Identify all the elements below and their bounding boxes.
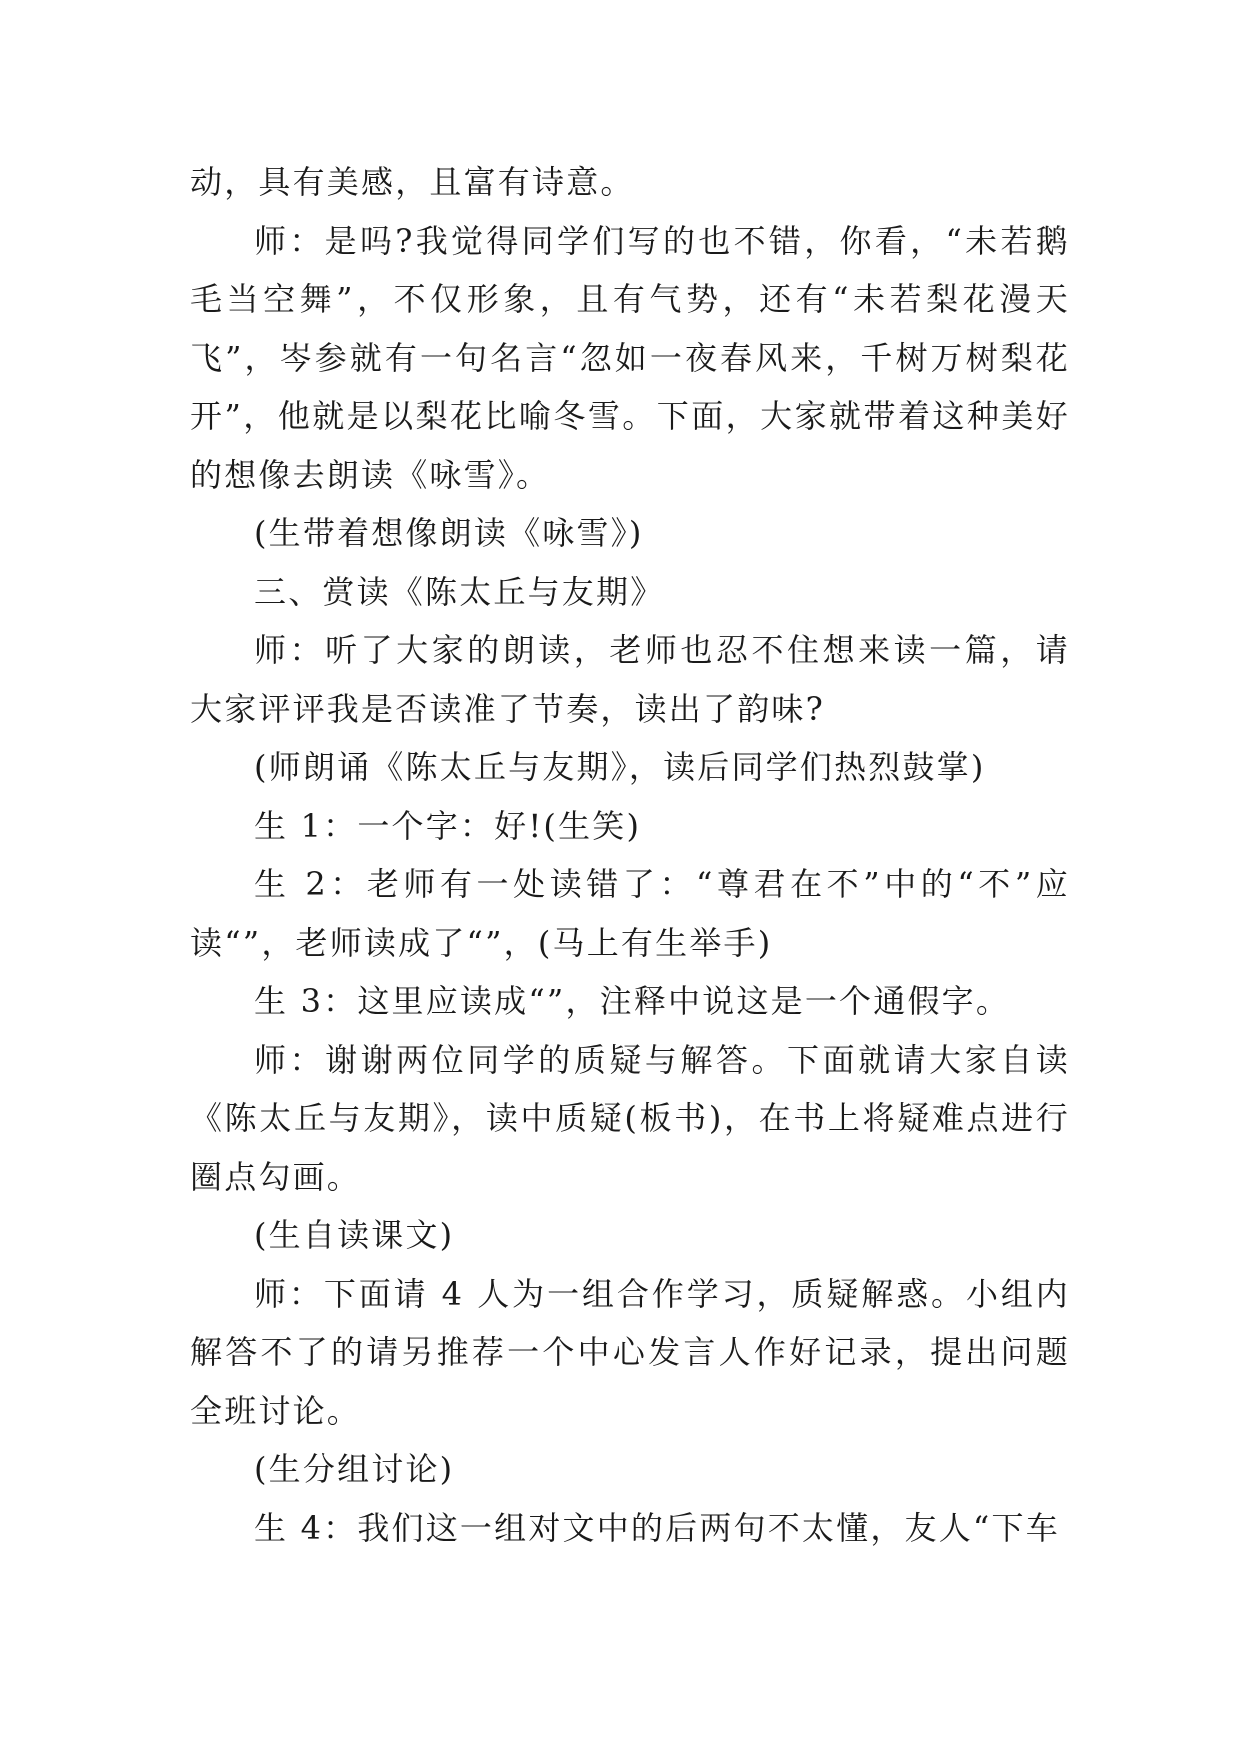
- paragraph: 生 1：一个字：好!(生笑): [254, 806, 642, 845]
- paragraph: 师：听了大家的朗读，老师也忍不住想来读一篇，请大家评评我是否读准了节奏，读出了韵味?: [190, 631, 1070, 728]
- paragraph: (生带着想像朗读《咏雪》): [254, 514, 644, 552]
- document-body: [190, 153, 1070, 1557]
- paragraph: (生分组讨论): [254, 1450, 455, 1488]
- paragraph: 师：下面请 4 人为一组合作学习，质疑解惑。小组内解答不了的请另推荐一个中心发言人作好记录，提出问题全班讨论。: [190, 1274, 1070, 1430]
- paragraph: (生自读课文): [254, 1216, 455, 1254]
- paragraph: 动，具有美感，且富有诗意。: [190, 163, 635, 201]
- paragraph: 师：是吗?我觉得同学们写的也不错，你看，“未若鹅毛当空舞”，不仅形象，且有气势，还有“未若梨花漫天飞”，岑参就有一句名言“忽如一夜春风来，千树万树梨花开”，他就是以梨花比喻冬雪。下面，大家就带着这种美好的想像去朗读《咏雪》。: [190, 221, 1070, 494]
- paragraph: 生 4：我们这一组对文中的后两句不太懂，友人“下车: [254, 1508, 1060, 1547]
- paragraph: (师朗诵《陈太丘与友期》，读后同学们热烈鼓掌): [254, 748, 986, 786]
- paragraph: 生 2：老师有一处读错了：“尊君在不”中的“不”应读“”，老师读成了“”，(马上有生举手): [190, 865, 1070, 962]
- section-heading: 三、赏读《陈太丘与友期》: [254, 572, 665, 611]
- paragraph: 生 3：这里应读成“”，注释中说这是一个通假字。: [254, 982, 1011, 1020]
- paragraph: 师：谢谢两位同学的质疑与解答。下面就请大家自读《陈太丘与友期》，读中质疑(板书)，在书上将疑难点进行圈点勾画。: [190, 1040, 1070, 1196]
